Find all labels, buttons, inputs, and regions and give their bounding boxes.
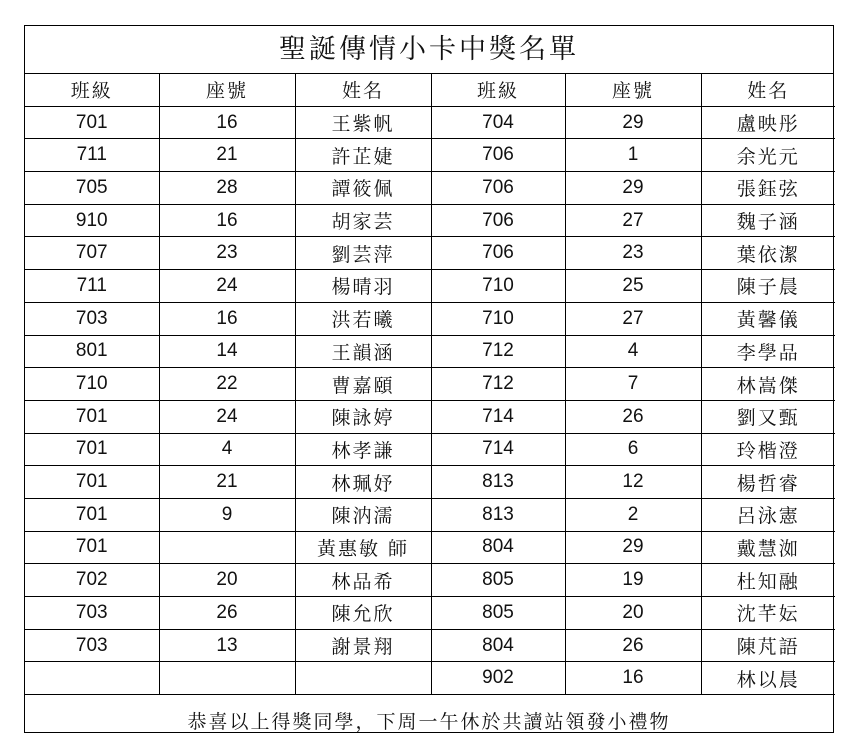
cell-class-left: 701 bbox=[25, 433, 159, 466]
cell-seat-left: 9 bbox=[159, 498, 295, 531]
cell-seat-right: 27 bbox=[565, 302, 701, 335]
cell-class-left: 701 bbox=[25, 466, 159, 499]
cell-seat-left: 16 bbox=[159, 302, 295, 335]
cell-name-right: 劉又甄 bbox=[701, 400, 835, 433]
page-title: 聖誕傳情小卡中獎名單 bbox=[25, 26, 833, 74]
cell-name-left: 洪若曦 bbox=[295, 302, 431, 335]
table-row bbox=[25, 204, 835, 237]
cell-name-right: 陳子晨 bbox=[701, 270, 835, 303]
table-row bbox=[25, 433, 835, 466]
cell-class-left: 702 bbox=[25, 564, 159, 597]
cell-seat-left: 22 bbox=[159, 368, 295, 401]
cell-name-left: 林孝謙 bbox=[295, 433, 431, 466]
table-row bbox=[25, 368, 835, 401]
cell-name-right: 玲楷澄 bbox=[701, 433, 835, 466]
header-seat-left: 座號 bbox=[159, 74, 295, 106]
cell-name-right: 余光元 bbox=[701, 139, 835, 172]
table-row bbox=[25, 662, 835, 695]
cell-class-left: 711 bbox=[25, 270, 159, 303]
table-row bbox=[25, 531, 835, 564]
cell-seat-right: 29 bbox=[565, 106, 701, 139]
cell-seat-left bbox=[159, 662, 295, 695]
cell-class-right: 804 bbox=[431, 629, 565, 662]
header-seat-right: 座號 bbox=[565, 74, 701, 106]
cell-name-right: 陳芃語 bbox=[701, 629, 835, 662]
cell-class-right: 804 bbox=[431, 531, 565, 564]
cell-class-right: 706 bbox=[431, 139, 565, 172]
cell-seat-right: 26 bbox=[565, 400, 701, 433]
cell-class-left: 703 bbox=[25, 302, 159, 335]
cell-seat-right: 29 bbox=[565, 172, 701, 205]
cell-class-right: 712 bbox=[431, 335, 565, 368]
cell-class-left: 701 bbox=[25, 498, 159, 531]
cell-class-right: 714 bbox=[431, 400, 565, 433]
table-row bbox=[25, 400, 835, 433]
cell-seat-left: 20 bbox=[159, 564, 295, 597]
cell-name-left: 許芷婕 bbox=[295, 139, 431, 172]
table-row bbox=[25, 237, 835, 270]
cell-name-left: 黃惠敏 師 bbox=[295, 531, 431, 564]
cell-name-right: 戴慧洳 bbox=[701, 531, 835, 564]
header-class-left: 班級 bbox=[25, 74, 159, 106]
cell-class-left: 701 bbox=[25, 400, 159, 433]
cell-name-right: 葉依潔 bbox=[701, 237, 835, 270]
header-name-right: 姓名 bbox=[701, 74, 835, 106]
table-row bbox=[25, 466, 835, 499]
cell-name-left: 謝景翔 bbox=[295, 629, 431, 662]
cell-name-left: 劉芸萍 bbox=[295, 237, 431, 270]
cell-seat-left: 4 bbox=[159, 433, 295, 466]
cell-class-left bbox=[25, 662, 159, 695]
cell-seat-left: 16 bbox=[159, 106, 295, 139]
cell-seat-right: 29 bbox=[565, 531, 701, 564]
cell-seat-right: 2 bbox=[565, 498, 701, 531]
cell-seat-left: 23 bbox=[159, 237, 295, 270]
cell-seat-right: 26 bbox=[565, 629, 701, 662]
cell-seat-right: 1 bbox=[565, 139, 701, 172]
table-row bbox=[25, 270, 835, 303]
cell-seat-right: 4 bbox=[565, 335, 701, 368]
cell-name-left: 王韻涵 bbox=[295, 335, 431, 368]
cell-name-right: 黃馨儀 bbox=[701, 302, 835, 335]
table-row bbox=[25, 629, 835, 662]
cell-name-left: 胡家芸 bbox=[295, 204, 431, 237]
cell-seat-right: 19 bbox=[565, 564, 701, 597]
cell-name-left: 王紫帆 bbox=[295, 106, 431, 139]
table-header-row bbox=[25, 74, 835, 106]
cell-seat-left: 28 bbox=[159, 172, 295, 205]
cell-name-left bbox=[295, 662, 431, 695]
cell-seat-left: 24 bbox=[159, 270, 295, 303]
table-row bbox=[25, 597, 835, 630]
cell-seat-right: 16 bbox=[565, 662, 701, 695]
cell-class-left: 703 bbox=[25, 629, 159, 662]
cell-name-right: 沈芊妘 bbox=[701, 597, 835, 630]
cell-seat-right: 25 bbox=[565, 270, 701, 303]
cell-class-left: 703 bbox=[25, 597, 159, 630]
cell-seat-left: 14 bbox=[159, 335, 295, 368]
cell-name-left: 陳汭濡 bbox=[295, 498, 431, 531]
cell-seat-right: 23 bbox=[565, 237, 701, 270]
header-class-right: 班級 bbox=[431, 74, 565, 106]
cell-class-left: 711 bbox=[25, 139, 159, 172]
table-row bbox=[25, 172, 835, 205]
cell-class-right: 813 bbox=[431, 466, 565, 499]
cell-name-right: 李學品 bbox=[701, 335, 835, 368]
cell-class-right: 706 bbox=[431, 237, 565, 270]
cell-seat-right: 20 bbox=[565, 597, 701, 630]
cell-name-left: 楊晴羽 bbox=[295, 270, 431, 303]
cell-class-left: 801 bbox=[25, 335, 159, 368]
cell-name-right: 盧映彤 bbox=[701, 106, 835, 139]
cell-seat-left: 16 bbox=[159, 204, 295, 237]
cell-class-left: 910 bbox=[25, 204, 159, 237]
cell-seat-left: 24 bbox=[159, 400, 295, 433]
cell-name-right: 魏子涵 bbox=[701, 204, 835, 237]
cell-name-left: 林品希 bbox=[295, 564, 431, 597]
winner-table bbox=[25, 74, 835, 695]
table-row bbox=[25, 139, 835, 172]
cell-name-right: 林以晨 bbox=[701, 662, 835, 695]
cell-name-left: 陳詠婷 bbox=[295, 400, 431, 433]
cell-class-right: 712 bbox=[431, 368, 565, 401]
cell-name-right: 張鈺弦 bbox=[701, 172, 835, 205]
cell-name-right: 楊哲睿 bbox=[701, 466, 835, 499]
table-row bbox=[25, 302, 835, 335]
cell-seat-right: 7 bbox=[565, 368, 701, 401]
table-row bbox=[25, 564, 835, 597]
cell-seat-left: 13 bbox=[159, 629, 295, 662]
cell-name-left: 陳允欣 bbox=[295, 597, 431, 630]
cell-seat-left: 21 bbox=[159, 139, 295, 172]
cell-seat-left: 26 bbox=[159, 597, 295, 630]
table-row bbox=[25, 335, 835, 368]
cell-class-left: 701 bbox=[25, 531, 159, 564]
cell-class-right: 714 bbox=[431, 433, 565, 466]
winner-list-sheet bbox=[24, 25, 834, 733]
cell-class-right: 710 bbox=[431, 302, 565, 335]
cell-name-left: 曹嘉頤 bbox=[295, 368, 431, 401]
cell-seat-right: 27 bbox=[565, 204, 701, 237]
cell-class-left: 710 bbox=[25, 368, 159, 401]
cell-class-right: 805 bbox=[431, 564, 565, 597]
cell-seat-right: 12 bbox=[565, 466, 701, 499]
cell-class-right: 706 bbox=[431, 172, 565, 205]
cell-class-right: 704 bbox=[431, 106, 565, 139]
cell-class-right: 710 bbox=[431, 270, 565, 303]
cell-name-left: 林珮妤 bbox=[295, 466, 431, 499]
cell-seat-left bbox=[159, 531, 295, 564]
cell-seat-right: 6 bbox=[565, 433, 701, 466]
cell-seat-left: 21 bbox=[159, 466, 295, 499]
cell-class-right: 805 bbox=[431, 597, 565, 630]
header-name-left: 姓名 bbox=[295, 74, 431, 106]
cell-class-left: 705 bbox=[25, 172, 159, 205]
cell-class-right: 813 bbox=[431, 498, 565, 531]
cell-name-right: 林嵩傑 bbox=[701, 368, 835, 401]
cell-class-left: 701 bbox=[25, 106, 159, 139]
cell-name-right: 呂泳憲 bbox=[701, 498, 835, 531]
cell-class-right: 902 bbox=[431, 662, 565, 695]
table-row bbox=[25, 106, 835, 139]
cell-class-right: 706 bbox=[431, 204, 565, 237]
cell-name-left: 譚筱佩 bbox=[295, 172, 431, 205]
table-row bbox=[25, 498, 835, 531]
cell-name-right: 杜知融 bbox=[701, 564, 835, 597]
footer-note: 恭喜以上得獎同學，下周一午休於共讀站領發小禮物 bbox=[187, 711, 671, 734]
cell-class-left: 707 bbox=[25, 237, 159, 270]
